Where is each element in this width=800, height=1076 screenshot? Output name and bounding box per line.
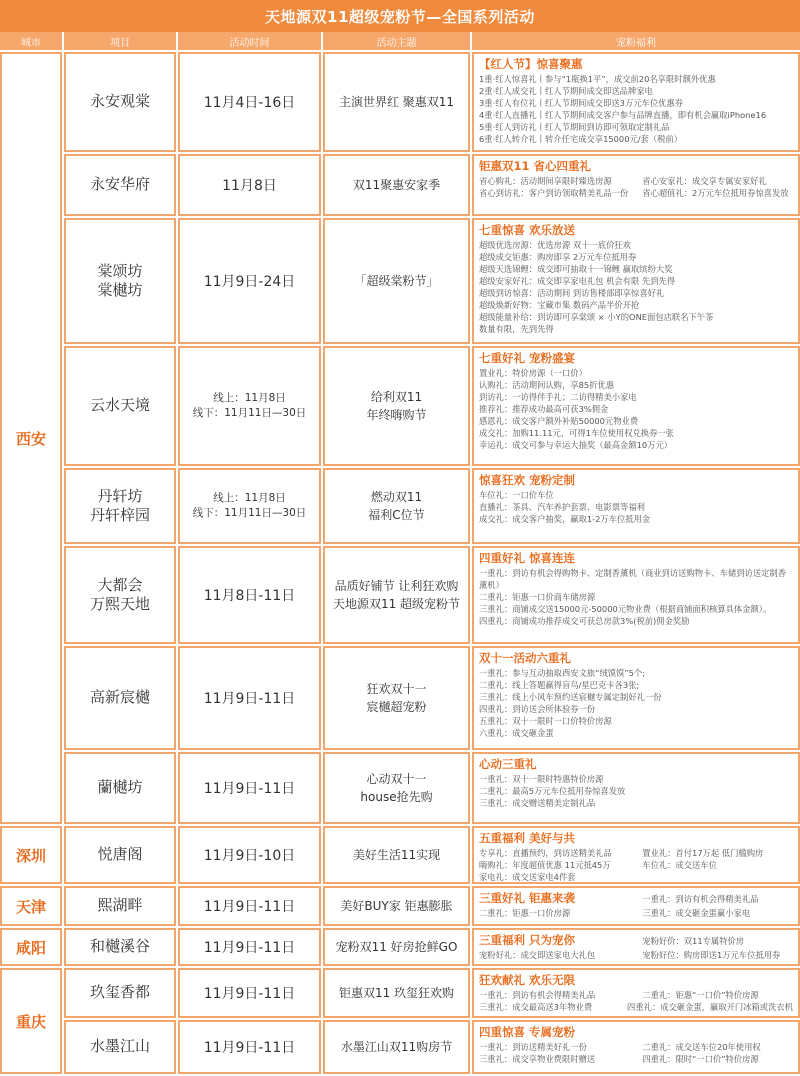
- benefit-pair-row: [479, 859, 793, 871]
- benefit-line: 省心到访礼：客户到访领取精美礼品一份: [479, 187, 629, 198]
- benefit-line: 二重礼：钜惠一口价房源: [479, 907, 571, 918]
- activity-time: 11月8日-11日: [203, 588, 296, 604]
- benefit-line: 一重礼：到访有机会得精美礼品: [479, 989, 596, 1000]
- benefit-line: 五重礼：双十一限时一口价特价房源: [479, 715, 612, 726]
- theme-cell: [323, 752, 470, 824]
- city-cell: 西安: [0, 52, 62, 824]
- time-cell: [178, 1020, 321, 1074]
- city-cell: 重庆: [0, 968, 62, 1074]
- project-name: 永安观棠: [89, 92, 150, 111]
- project-name: 丹轩梓园: [89, 506, 150, 524]
- benefit-pair-row: [479, 847, 793, 859]
- activity-time: 线下：11月11日—30日: [192, 507, 307, 519]
- benefit-line: 超级天选锦鲤：成交即可抽取十一锦鲤 赢取缤纷大奖: [479, 263, 673, 274]
- benefit-pair-row: [479, 907, 793, 919]
- benefit-cell: [472, 826, 800, 884]
- benefit-title: 三重福利 只为宠你: [479, 933, 576, 947]
- benefit-cell: [472, 968, 800, 1018]
- project-name: 蘭樾坊: [97, 778, 143, 797]
- project-cell: [64, 346, 176, 466]
- benefit-line: 二重礼：钜惠“一口价”特价房源: [642, 989, 759, 1000]
- benefit-title: 七重好礼 宠粉盛宴: [479, 351, 576, 365]
- benefit-line: 四重礼：到访送会所体验券一份: [479, 703, 596, 714]
- activity-theme: 狂欢双十一: [366, 682, 427, 696]
- activity-theme: 美好生活11实现: [352, 848, 441, 862]
- theme-cell: [323, 886, 470, 926]
- benefit-title: 【红人节】惊喜聚惠: [479, 57, 583, 71]
- project-cell: [64, 646, 176, 750]
- project-name: 云水天境: [89, 396, 150, 415]
- benefit-line: 三重礼：线上小风车预约送宸樾专属定制好礼一份: [479, 691, 662, 702]
- project-name: 熙湖畔: [97, 896, 143, 915]
- benefit-line: 置业礼：特价房源（一口价）: [479, 367, 587, 378]
- benefit-line: 省心购礼：活动期间享限时臻选房源: [479, 175, 612, 186]
- project-name: 水墨江山: [89, 1037, 150, 1056]
- benefit-line: 三重礼：成交砸金蛋赢小家电: [642, 907, 751, 918]
- project-cell: [64, 546, 176, 644]
- benefit-line: 1重·红人惊喜礼丨参与“1瓶换1平”，成交前20名享限时额外优惠: [479, 73, 716, 84]
- benefit-title-row: [479, 932, 793, 949]
- benefit-cell: [472, 346, 800, 466]
- time-cell: [178, 218, 321, 344]
- activity-time: 11月9日-10日: [203, 848, 296, 864]
- benefit-line: 一重礼：到访送精美好礼一份: [479, 1041, 587, 1052]
- time-cell: [178, 154, 321, 216]
- activity-theme: 福利C位节: [368, 508, 425, 522]
- benefit-cell: [472, 1020, 800, 1074]
- activity-theme: 双11聚惠安家季: [352, 178, 441, 192]
- activity-time: 线上：11月8日: [213, 492, 286, 505]
- city-cell: 咸阳: [0, 928, 62, 966]
- activity-theme: 天地源双11 超级宠粉节: [332, 597, 461, 611]
- activity-theme: 心动双十一: [366, 772, 427, 786]
- time-cell: [178, 968, 321, 1018]
- theme-cell: [323, 646, 470, 750]
- benefit-line: 三重礼：成交赠送精美定制礼品: [479, 797, 596, 808]
- benefit-title: 三重好礼 钜惠来袭: [479, 891, 576, 905]
- time-cell: [178, 546, 321, 644]
- theme-cell: [323, 928, 470, 966]
- theme-cell: [323, 218, 470, 344]
- theme-cell: [323, 968, 470, 1018]
- benefit-cell: [472, 646, 800, 750]
- benefit-line: 四重礼：限时“一口价”特价房源: [642, 1053, 759, 1064]
- theme-cell: [323, 154, 470, 216]
- activity-theme: 燃动双11: [370, 490, 423, 504]
- benefit-title: 钜惠双11 省心四重礼: [479, 159, 592, 173]
- activity-time: 11月9日-11日: [203, 986, 296, 1002]
- benefit-line: 认购礼：活动期间认购，享85折优惠: [479, 379, 615, 390]
- time-cell: [178, 826, 321, 884]
- theme-cell: [323, 52, 470, 152]
- activity-theme: 年终嗨购节: [366, 408, 427, 422]
- benefit-cell: [472, 752, 800, 824]
- benefit-pair-row: [479, 989, 793, 1001]
- project-name: 玖玺香都: [89, 983, 150, 1002]
- project-name: 永安华府: [89, 175, 150, 194]
- project-cell: [64, 218, 176, 344]
- time-cell: [178, 346, 321, 466]
- project-name: 和樾溪谷: [89, 937, 150, 956]
- benefit-line: 数量有限，先到先得: [479, 323, 554, 334]
- benefit-line: 超级到访惊喜：活动期间 到访售楼部即享惊喜好礼: [479, 287, 665, 298]
- benefit-line: 二重礼：最高5万元车位抵用券惊喜发放: [479, 785, 626, 796]
- activity-time: 11月9日-11日: [203, 940, 296, 956]
- benefit-title: 狂欢献礼 欢乐无限: [479, 973, 576, 987]
- benefit-cell: [472, 928, 800, 966]
- benefit-pair-row: [479, 949, 793, 961]
- benefit-line: 超级优选房源：优选房源 双十一底价狂欢: [479, 239, 631, 250]
- project-name: 棠颂坊: [97, 261, 143, 280]
- activity-time: 11月4日-16日: [203, 95, 296, 111]
- project-name: 万熙天地: [89, 595, 150, 613]
- benefit-line: 超级成交钜惠：购房即享 2万元车位抵用券: [479, 251, 637, 262]
- benefit-title: 四重惊喜 专属宠粉: [479, 1025, 576, 1039]
- city-cell: 深圳: [0, 826, 62, 884]
- benefit-line: 三重礼：商铺成交送15000元-50000元物业费（根据商铺面积核算具体金额）。: [479, 603, 772, 614]
- benefit-cell: [472, 52, 800, 152]
- benefit-line: 直播礼：茶具、汽车养护套票、电影票等福利: [479, 501, 645, 512]
- theme-cell: [323, 468, 470, 544]
- project-cell: [64, 752, 176, 824]
- benefit-line: 5重·红人到访礼丨红人节期间到访即可领取定制礼品: [479, 121, 670, 132]
- activity-time: 线下：11月11日—30日: [192, 407, 307, 419]
- benefit-line: 超级能量补给：到访即可享棠颂 × 小Y的ONE面包店联名下午茶: [479, 311, 714, 322]
- benefit-pair-row: [479, 1041, 793, 1053]
- header-city: 城市: [0, 32, 62, 50]
- activity-theme: 宠粉双11 好房抢鲜GO: [335, 940, 458, 954]
- benefit-line: 三重礼：成交最高送3年物业费: [479, 1001, 593, 1012]
- project-name: 棠樾坊: [97, 281, 143, 299]
- benefit-line: 到访礼：一访得伴手礼；二访得精美小家电: [479, 391, 637, 402]
- activity-theme: 「超级棠粉节」: [354, 274, 439, 288]
- theme-cell: [323, 546, 470, 644]
- benefit-cell: [472, 468, 800, 544]
- time-cell: [178, 886, 321, 926]
- benefit-line: 超级安家好礼：成交即享家电礼包 机会有限 先到先得: [479, 275, 676, 286]
- benefit-line: 成交礼：成交客户抽奖，赢取1-2万车位抵用金: [479, 513, 651, 524]
- benefit-pair-row: [479, 1053, 793, 1065]
- project-name: 高新宸樾: [89, 688, 150, 707]
- activity-theme: 美好BUY家 钜惠膨胀: [340, 899, 453, 913]
- benefit-cell: [472, 546, 800, 644]
- benefit-line: 6重·红人转介礼丨转介任宅成交享15000元/套（税前）: [479, 133, 683, 144]
- project-cell: [64, 468, 176, 544]
- benefit-line: 四重礼：商铺成功推荐成交可获总房款3%(税前)佣金奖励: [479, 615, 690, 626]
- activity-theme: 宸樾超宠粉: [366, 700, 427, 714]
- benefit-cell: [472, 886, 800, 926]
- benefit-line: 二重礼：线上答题赢得盲鸟/星巴克卡各3张;: [479, 679, 640, 690]
- benefit-title: 五重福利 美好与共: [479, 831, 576, 845]
- benefit-line: 二重礼：成交送车位20年使用权: [642, 1041, 761, 1052]
- city-cell: 天津: [0, 886, 62, 926]
- benefit-line: 推荐礼：推荐成功最高可获3%佣金: [479, 403, 609, 414]
- benefit-line: 宠粉好礼：成交即送家电大礼包: [479, 949, 596, 960]
- benefit-line: 车位礼：成交送车位: [642, 859, 717, 870]
- benefit-cell: [472, 218, 800, 344]
- project-cell: [64, 826, 176, 884]
- benefit-line: 三重礼：成交享物业费限时赠送: [479, 1053, 596, 1064]
- theme-cell: [323, 826, 470, 884]
- benefit-line: 省心安家礼：成交享专属安家好礼: [642, 175, 767, 186]
- project-name: 丹轩坊: [97, 486, 143, 505]
- benefit-pair-row: [479, 175, 793, 187]
- benefit-line: 4重·红人直播礼丨红人节期间成交客户参与品牌直播，即有机会赢取iPhone16: [479, 109, 767, 120]
- benefit-line: 家电礼：成交送家电4件套: [479, 871, 576, 882]
- benefit-line: 2重·红人成交礼丨红人节期间成交即送品牌家电: [479, 85, 653, 96]
- benefit-line: 车位礼：一口价车位: [479, 489, 554, 500]
- benefit-line: 成交礼：加购11.11元，可得1车位使用权兑换券一张: [479, 427, 674, 438]
- benefit-line: 置业礼：首付17万起 低门槛购房: [642, 847, 764, 858]
- activity-theme: house抢先购: [360, 790, 433, 804]
- activity-time: 线上：11月8日: [213, 392, 286, 405]
- header-benefit: 宠粉福利: [472, 32, 800, 50]
- activity-theme: 主演世界红 聚惠双11: [338, 95, 455, 109]
- benefit-line: 一重礼：到访有机会得精美礼品: [642, 894, 759, 904]
- project-cell: [64, 52, 176, 152]
- benefit-line: 宠粉好位：购房即送1万元车位抵用券: [642, 949, 781, 960]
- time-cell: [178, 52, 321, 152]
- benefit-pair-row: [479, 187, 793, 199]
- benefit-line: 3重·红人有位礼丨红人节期间成交即送3万元车位优惠券: [479, 97, 684, 108]
- benefit-title-row: [479, 890, 793, 907]
- theme-cell: [323, 1020, 470, 1074]
- header-time: 活动时间: [178, 32, 321, 50]
- activity-time: 11月9日-11日: [203, 691, 296, 707]
- benefit-title: 双十一活动六重礼: [479, 651, 571, 665]
- benefit-line: 一重礼：到访有机会得购物卡、定制香薰机（商业到访送购物卡、车储到访送定制香薰机）: [479, 567, 786, 590]
- benefit-line: 嗨购礼：年度超值优惠 11元抵45万: [479, 859, 611, 870]
- benefit-line: 四重礼：成交砸金蛋，赢取开门冰箱或洗衣机: [627, 1001, 793, 1012]
- benefit-title: 四重好礼 惊喜连连: [479, 551, 576, 565]
- time-cell: [178, 928, 321, 966]
- activity-theme: 水墨江山双11购房节: [340, 1040, 453, 1054]
- activity-time: 11月9日-11日: [203, 1040, 296, 1056]
- time-cell: [178, 752, 321, 824]
- activity-time: 11月8日: [222, 178, 277, 194]
- project-name: 悦唐阁: [97, 845, 143, 864]
- project-cell: [64, 154, 176, 216]
- activity-time: 11月9日-11日: [203, 781, 296, 797]
- theme-cell: [323, 346, 470, 466]
- benefit-line: 一重礼：参与互动抽取西安文旅“绒馍馍”5个;: [479, 667, 646, 678]
- activity-theme: 给利双11: [370, 390, 423, 404]
- activity-time: 11月9日-24日: [203, 274, 296, 290]
- benefit-line: 六重礼：成交砸金蛋: [479, 727, 554, 738]
- project-cell: [64, 968, 176, 1018]
- benefit-line: 超级焕新好物：宝藏市集 数码产品半价开抢: [479, 299, 640, 310]
- project-cell: [64, 1020, 176, 1074]
- time-cell: [178, 468, 321, 544]
- project-cell: [64, 886, 176, 926]
- benefit-line: 宠粉好价：双11专属特价房: [642, 936, 745, 946]
- benefit-line: 省心超值礼：2万元车位抵用券惊喜发放: [642, 187, 789, 198]
- activity-time: 11月9日-11日: [203, 899, 296, 915]
- benefit-line: 专享礼：直播预约，到访送精美礼品: [479, 847, 612, 858]
- project-name: 大都会: [97, 575, 143, 594]
- benefit-cell: [472, 154, 800, 216]
- benefit-pair-row: [479, 1001, 793, 1013]
- benefit-line: 一重礼：双十一限时特惠特价房源: [479, 773, 604, 784]
- page-title: 天地源双11超级宠粉节—全国系列活动: [0, 0, 800, 32]
- benefit-title: 惊喜狂欢 宠粉定制: [479, 473, 576, 487]
- benefit-line: 感恩礼：成交客户额外补贴50000元物业费: [479, 415, 639, 426]
- benefit-line: 幸运礼：成交可参与幸运大抽奖（最高金额10万元）: [479, 439, 673, 450]
- benefit-line: 二重礼：钜惠一口价商车储房源: [479, 591, 596, 602]
- benefit-title: 心动三重礼: [479, 757, 537, 771]
- header-project: 项目: [64, 32, 176, 50]
- header-theme: 活动主题: [323, 32, 470, 50]
- activity-theme: 钜惠双11 玖玺狂欢购: [338, 986, 455, 1000]
- benefit-title: 七重惊喜 欢乐放送: [479, 223, 576, 237]
- project-cell: [64, 928, 176, 966]
- activity-theme: 品质好铺节 让利狂欢购: [334, 579, 459, 593]
- time-cell: [178, 646, 321, 750]
